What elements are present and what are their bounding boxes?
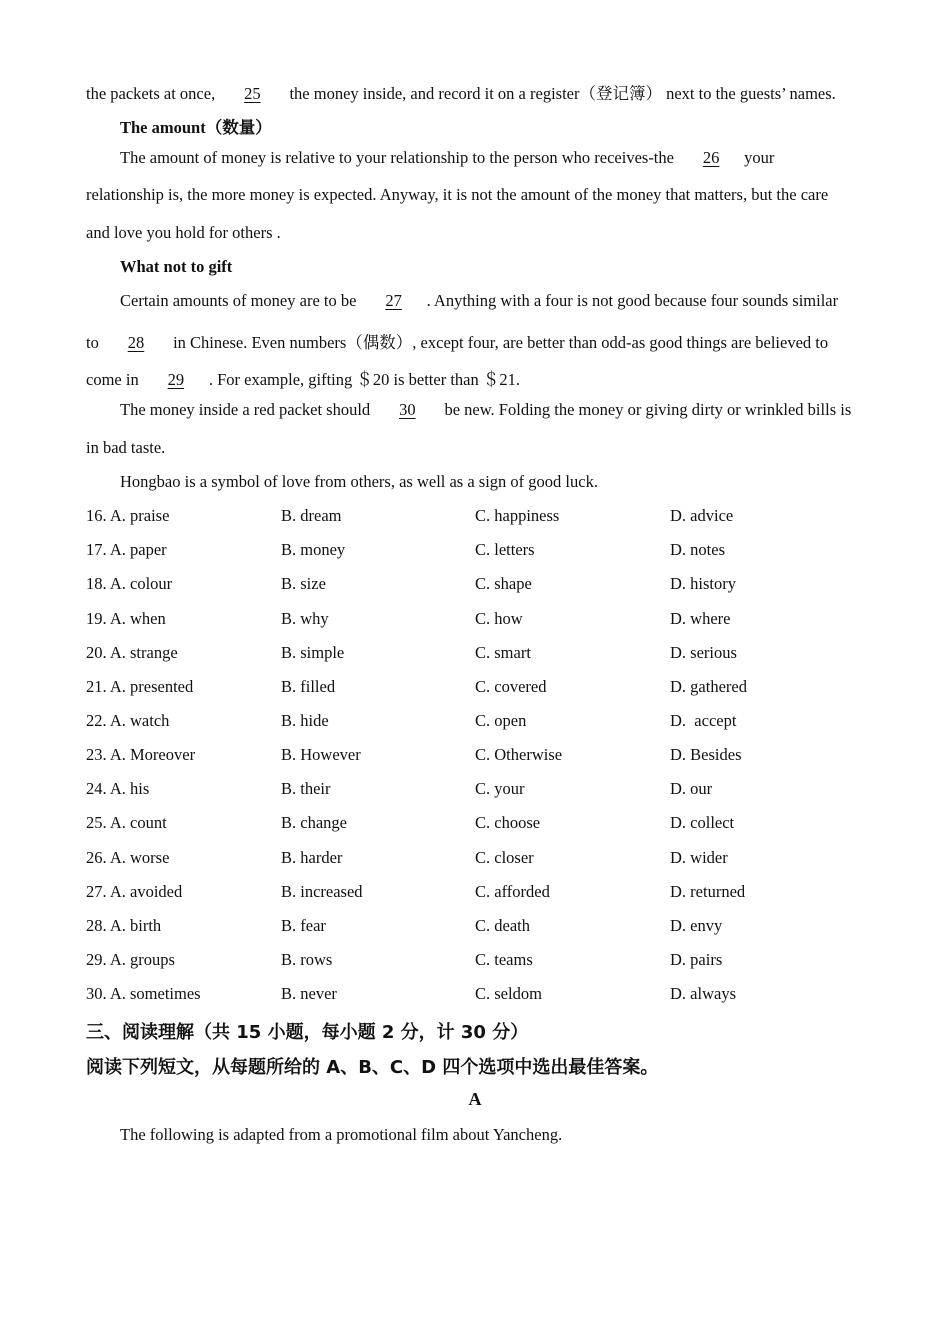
option-row bbox=[86, 745, 876, 767]
certain-line-2 bbox=[86, 329, 828, 353]
option-a: 27. A. avoided bbox=[86, 882, 183, 901]
option-c: C. letters bbox=[475, 540, 535, 559]
option-d: D. pairs bbox=[670, 950, 723, 969]
option-b: B. never bbox=[281, 984, 337, 1003]
blank-26: 26 bbox=[702, 148, 720, 167]
amount-line-2: relationship is, the more money is expected. Anyway, it is not the amount of the money that matters, but the care bbox=[86, 185, 829, 204]
option-b: B. simple bbox=[281, 643, 345, 662]
option-c: C. your bbox=[475, 779, 525, 798]
text: your bbox=[744, 148, 775, 167]
text: The amount of money is relative to your relationship to the person who receives-the bbox=[120, 148, 679, 167]
option-d: D. always bbox=[670, 984, 736, 1003]
option-a: 29. A. groups bbox=[86, 950, 175, 969]
option-row bbox=[86, 848, 876, 870]
option-b: B. filled bbox=[281, 677, 336, 696]
heading-not-gift: What not to gift bbox=[120, 257, 233, 276]
option-c: C. Otherwise bbox=[475, 745, 563, 764]
text: come in bbox=[86, 370, 143, 389]
money-line-2: in bad taste. bbox=[86, 438, 166, 457]
option-d: D. where bbox=[670, 609, 731, 628]
option-row bbox=[86, 643, 876, 665]
text: The money inside a red packet should bbox=[120, 400, 375, 419]
option-d: D. returned bbox=[670, 882, 746, 901]
option-b: B. harder bbox=[281, 848, 343, 867]
option-a: 28. A. birth bbox=[86, 916, 162, 935]
option-a: 17. A. paper bbox=[86, 540, 167, 559]
option-c: C. afforded bbox=[475, 882, 550, 901]
blank-28: 28 bbox=[127, 333, 145, 352]
option-row bbox=[86, 813, 876, 835]
option-row bbox=[86, 950, 876, 972]
blank-30: 30 bbox=[399, 400, 416, 419]
option-row bbox=[86, 916, 876, 938]
option-a: 22. A. watch bbox=[86, 711, 170, 730]
option-b: B. change bbox=[281, 813, 347, 832]
option-a: 30. A. sometimes bbox=[86, 984, 201, 1003]
blank-27: 27 bbox=[385, 291, 402, 310]
option-b: B. fear bbox=[281, 916, 326, 935]
text: in Chinese. Even numbers（偶数）, except four, are better than odd-as good things are believed to bbox=[168, 333, 829, 352]
option-row bbox=[86, 984, 876, 1006]
blank-25: 25 bbox=[244, 84, 261, 103]
reading-intro: The following is adapted from a promotional film about Yancheng. bbox=[120, 1125, 563, 1144]
option-row bbox=[86, 677, 876, 699]
option-c: C. open bbox=[475, 711, 527, 730]
option-c: C. seldom bbox=[475, 984, 542, 1003]
heading-amount: The amount（数量） bbox=[120, 118, 272, 137]
option-b: B. increased bbox=[281, 882, 363, 901]
option-a: 25. A. count bbox=[86, 813, 167, 832]
option-b: B. dream bbox=[281, 506, 342, 525]
option-row bbox=[86, 882, 876, 904]
option-b: B. hide bbox=[281, 711, 329, 730]
option-d: D. accept bbox=[670, 711, 737, 730]
option-c: C. closer bbox=[475, 848, 534, 867]
option-row bbox=[86, 574, 876, 596]
text: the money inside, and record it on a register（登记簿） next to the guests’ names. bbox=[285, 84, 836, 103]
text: to bbox=[86, 333, 103, 352]
option-a: 18. A. colour bbox=[86, 574, 173, 593]
option-d: D. wider bbox=[670, 848, 728, 867]
text: the packets at once, bbox=[86, 84, 220, 103]
option-b: B. why bbox=[281, 609, 329, 628]
option-b: B. rows bbox=[281, 950, 333, 969]
option-c: C. death bbox=[475, 916, 530, 935]
section-3-instruction: 阅读下列短文，从每题所给的 A、B、C、D 四个选项中选出最佳答案。 bbox=[86, 1057, 659, 1078]
text: Certain amounts of money are to be bbox=[120, 291, 361, 310]
option-a: 19. A. when bbox=[86, 609, 166, 628]
option-c: C. shape bbox=[475, 574, 532, 593]
money-line-1 bbox=[120, 400, 851, 420]
option-row bbox=[86, 540, 876, 562]
option-d: D. advice bbox=[670, 506, 734, 525]
option-b: B. size bbox=[281, 574, 326, 593]
option-b: B. However bbox=[281, 745, 361, 764]
option-b: B. money bbox=[281, 540, 346, 559]
option-d: D. Besides bbox=[670, 745, 742, 764]
option-a: 16. A. praise bbox=[86, 506, 170, 525]
option-c: C. choose bbox=[475, 813, 541, 832]
amount-line-3: and love you hold for others . bbox=[86, 223, 281, 242]
option-c: C. covered bbox=[475, 677, 547, 696]
certain-line-3 bbox=[86, 366, 520, 390]
option-d: D. gathered bbox=[670, 677, 747, 696]
certain-line-1 bbox=[120, 291, 838, 311]
option-a: 21. A. presented bbox=[86, 677, 194, 696]
option-a: 20. A. strange bbox=[86, 643, 178, 662]
option-d: D. our bbox=[670, 779, 713, 798]
option-row bbox=[86, 711, 876, 733]
option-d: D. serious bbox=[670, 643, 737, 662]
option-row bbox=[86, 779, 876, 801]
option-d: D. history bbox=[670, 574, 736, 593]
option-a: 23. A. Moreover bbox=[86, 745, 196, 764]
option-d: D. collect bbox=[670, 813, 735, 832]
amount-line-1 bbox=[120, 148, 774, 168]
closing-sentence: Hongbao is a symbol of love from others, as well as a sign of good luck. bbox=[120, 472, 598, 491]
part-label: A bbox=[468, 1089, 482, 1109]
text: be new. Folding the money or giving dirty or wrinkled bills is bbox=[440, 400, 852, 419]
blank-29: 29 bbox=[167, 370, 185, 389]
option-c: C. teams bbox=[475, 950, 533, 969]
option-c: C. how bbox=[475, 609, 523, 628]
option-a: 26. A. worse bbox=[86, 848, 170, 867]
section-3-title: 三、阅读理解（共 15 小题，每小题 2 分，计 30 分） bbox=[86, 1022, 529, 1043]
option-row bbox=[86, 506, 876, 528]
text: . Anything with a four is not good because four sounds similar bbox=[426, 291, 839, 310]
option-row bbox=[86, 609, 876, 631]
option-c: C. happiness bbox=[475, 506, 560, 525]
text: . For example, gifting ＄20 is better than ＄21. bbox=[208, 370, 520, 389]
option-c: C. smart bbox=[475, 643, 531, 662]
option-a: 24. A. his bbox=[86, 779, 150, 798]
option-b: B. their bbox=[281, 779, 331, 798]
option-d: D. notes bbox=[670, 540, 725, 559]
option-d: D. envy bbox=[670, 916, 723, 935]
passage-line-1 bbox=[86, 80, 836, 104]
